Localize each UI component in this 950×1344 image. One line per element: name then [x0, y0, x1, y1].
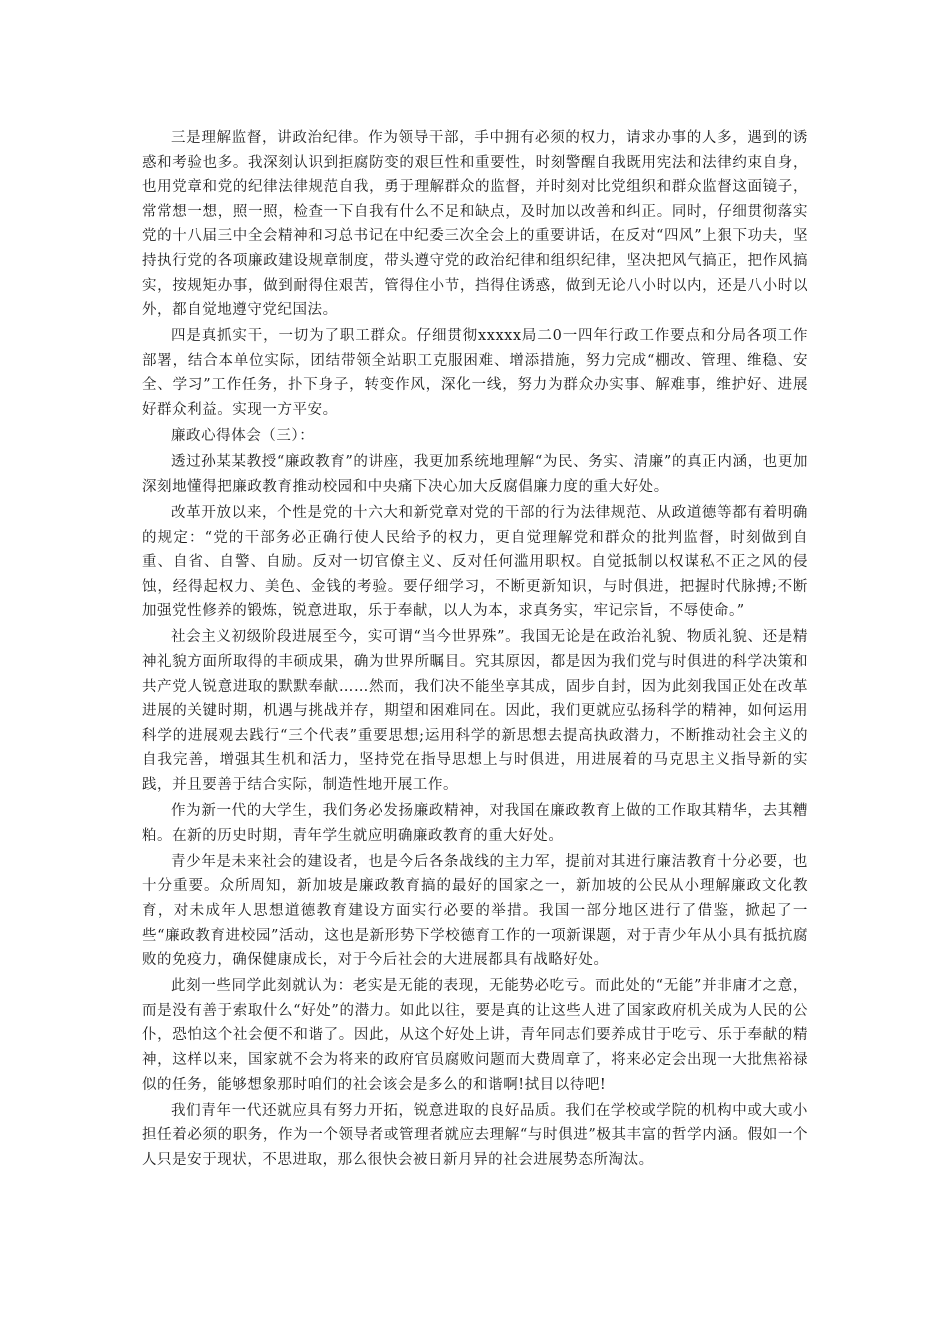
document-body: [142, 126, 808, 1174]
paragraph-youth: 青少年是未来社会的建设者，也是今后各条战线的主力军，提前对其进行廉洁教育十分必要，也十分重要。众所周知，新加坡是廉政教育搞的最好的国家之一，新加坡的公民从小理解廉政文化教育，对未成年人思想道德教育建设方面实行必要的举措。我国一部分地区进行了借鉴，掀起了一些“廉政教育进校园”活动，这也是新形势下学校德育工作的一项新课题，对于青少年从小具有抵抗腐败的免疫力，确保健康成长，对于今后社会的大进展都具有战略好处。: [142, 853, 808, 969]
paragraph-practical-work: 四是真抓实干，一切为了职工群众。仔细贯彻xxxxx局二0一四年行政工作要点和分局各项工作部署，结合本单位实际，团结带领全站职工克服困难、增添措施，努力完成“棚改、管理、维稳、安全、学习”工作任务，扑下身子，转变作风，深化一线，努力为群众办实事、解难事，维护好、进展好群众利益。实现一方平安。: [142, 328, 808, 419]
paragraph-reform: 改革开放以来，个性是党的十六大和新党章对党的干部的行为法律规范、从政道德等都有着明确的规定：“党的干部务必正确行使人民给予的权力，更自觉理解党和群众的批判监督，时刻做到自重、自省、自警、自励。反对一切官僚主义、反对任何滥用职权。自觉抵制以权谋私不正之风的侵蚀，经得起权力、美色、金钱的考验。要仔细学习，不断更新知识，与时俱进，把握时代脉搏;不断加强党性修养的锻炼，锐意进取，乐于奉献，以人为本，求真务实，牢记宗旨，不辱使命。”: [142, 504, 808, 620]
paragraph-socialism: 社会主义初级阶段进展至今，实可谓“当今世界殊”。我国无论是在政治礼貌、物质礼貌、还是精神礼貌方面所取得的丰硕成果，确为世界所瞩目。究其原因，都是因为我们党与时俱进的科学决策和共产党人锐意进取的默默奉献……然而，我们决不能坐享其成，固步自封，因为此刻我国正处在改革进展的关键时期，机遇与挑战并存，期望和困难同在。因此，我们更就应弘扬科学的精神，如何运用科学的进展观去践行“三个代表”重要思想;运用科学的新思想去提高执政潜力，不断推动社会主义的自我完善，增强其生机和活力，坚持党在指导思想上与时俱进，用进展着的马克思主义指导新的实践，并且要善于结合实际，制造性地开展工作。: [142, 629, 808, 793]
paragraph-progress: 我们青年一代还就应具有努力开拓，锐意进取的良好品质。我们在学校或学院的机构中或大或小担任着必须的职务，作为一个领导者或管理者就应去理解“与时俱进”极其丰富的哲学内涵。假如一个人只是安于现状，不思进取，那么很快会被日新月异的社会进展势态所淘汰。: [142, 1102, 808, 1168]
section-heading: 廉政心得体会（三）：: [171, 428, 315, 445]
paragraph-lecture: 透过孙某某教授“廉政教育”的讲座，我更加系统地理解“为民、务实、清廉”的真正内涵，也更加深刻地懂得把廉政教育推动校园和中央痛下决心加大反腐倡廉力度的重大好处。: [142, 454, 808, 495]
paragraph-supervision: 三是理解监督，讲政治纪律。作为领导干部，手中拥有必须的权力，请求办事的人多，遇到的诱惑和考验也多。我深刻认识到拒腐防变的艰巨性和重要性，时刻警醒自我既用宪法和法律约束自身，也用党章和党的纪律法律规范自我，勇于理解群众的监督，并时刻对比党组织和群众监督这面镜子，常常想一想，照一照，检查一下自我有什么不足和缺点，及时加以改善和纠正。同时，仔细贯彻落实党的十八届三中全会精神和习总书记在中纪委三次全会上的重要讲话，在反对“四风”上狠下功夫，坚持执行党的各项廉政建设规章制度，带头遵守党的政治纪律和组织纪律，坚决把风气搞正，把作风搞实，按规矩办事，做到耐得住艰苦，管得住小节，挡得住诱惑，做到无论八小时以内，还是八小时以外，都自觉地遵守党纪国法。: [142, 130, 808, 319]
paragraph-honesty: 此刻一些同学此刻就认为：老实是无能的表现，无能势必吃亏。而此处的“无能”并非庸才之意，而是没有善于索取什么“好处”的潜力。如此以往，要是真的让这些人进了国家政府机关成为人民的公仆，恐怕这个社会便不和谐了。因此，从这个好处上讲，青年同志们要养成甘于吃亏、乐于奉献的精神，这样以来，国家就不会为将来的政府官员腐败问题而大费周章了，将来必定会出现一大批焦裕禄似的任务，能够想象那时咱们的社会该会是多么的和谐啊!拭目以待吧!: [142, 978, 808, 1093]
paragraph-students: 作为新一代的大学生，我们务必发扬廉政精神，对我国在廉政教育上做的工作取其精华，去其糟粕。在新的历史时期，青年学生就应明确廉政教育的重大好处。: [142, 803, 808, 844]
